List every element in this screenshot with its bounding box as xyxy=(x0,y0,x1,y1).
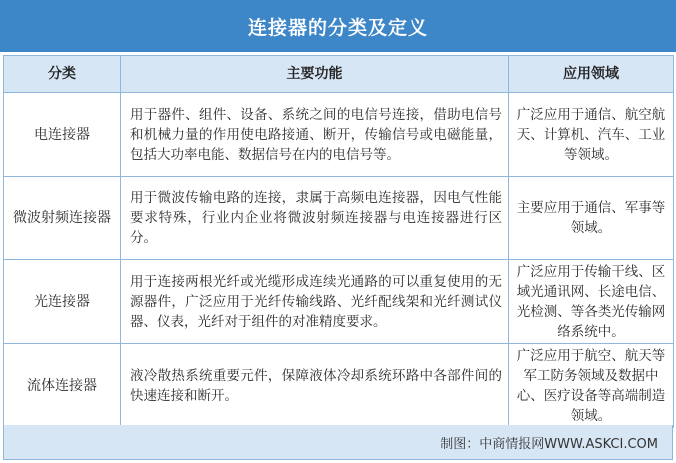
table-row xyxy=(4,93,674,177)
header-function: 主要功能 xyxy=(121,56,509,93)
category-cell: 光连接器 xyxy=(4,260,121,344)
function-cell: 用于器件、组件、设备、系统之间的电信号连接，借助电信号和机械力量的作用使电路接通、断开，传输信号或电磁能量，包括大功率电能、数据信号在内的电信号等。 xyxy=(121,93,509,177)
table-row xyxy=(4,344,674,428)
header-category: 分类 xyxy=(4,56,121,93)
field-cell: 广泛应用于传输干线、区域光通讯网、长途电信、光检测、等各类光传输网络系统中。 xyxy=(509,260,674,344)
table-row xyxy=(4,177,674,260)
function-cell: 用于微波传输电路的连接，隶属于高频电连接器，因电气性能要求特殊，行业内企业将微波射频连接器与电连接器进行区分。 xyxy=(121,177,509,260)
field-cell: 主要应用于通信、军事等领域。 xyxy=(509,177,674,260)
function-cell: 用于连接两根光纤或光缆形成连续光通路的可以重复使用的无源器件，广泛应用于光纤传输线路、光纤配线架和光纤测试仪器、仪表，光纤对于组件的对准精度要求。 xyxy=(121,260,509,344)
field-cell: 广泛应用于通信、航空航天、计算机、汽车、工业等领域。 xyxy=(509,93,674,177)
category-cell: 电连接器 xyxy=(4,93,121,177)
source-footer xyxy=(3,425,673,460)
field-cell: 广泛应用于航空、航天等军工防务领域及数据中心、医疗设备等高端制造领域。 xyxy=(509,344,674,428)
header-field: 应用领域 xyxy=(509,56,674,93)
title-bar xyxy=(0,0,676,52)
category-cell: 微波射频连接器 xyxy=(4,177,121,260)
function-cell: 液冷散热系统重要元件，保障液体冷却系统环路中各部件间的快速连接和断开。 xyxy=(121,344,509,428)
category-cell: 流体连接器 xyxy=(4,344,121,428)
page-title: 连接器的分类及定义 xyxy=(247,16,428,39)
table-header-row xyxy=(4,56,674,93)
source-credit: 制图：中商情报网WWW.ASKCI.COM xyxy=(440,436,658,452)
table-row xyxy=(4,260,674,344)
classification-table xyxy=(3,55,674,428)
